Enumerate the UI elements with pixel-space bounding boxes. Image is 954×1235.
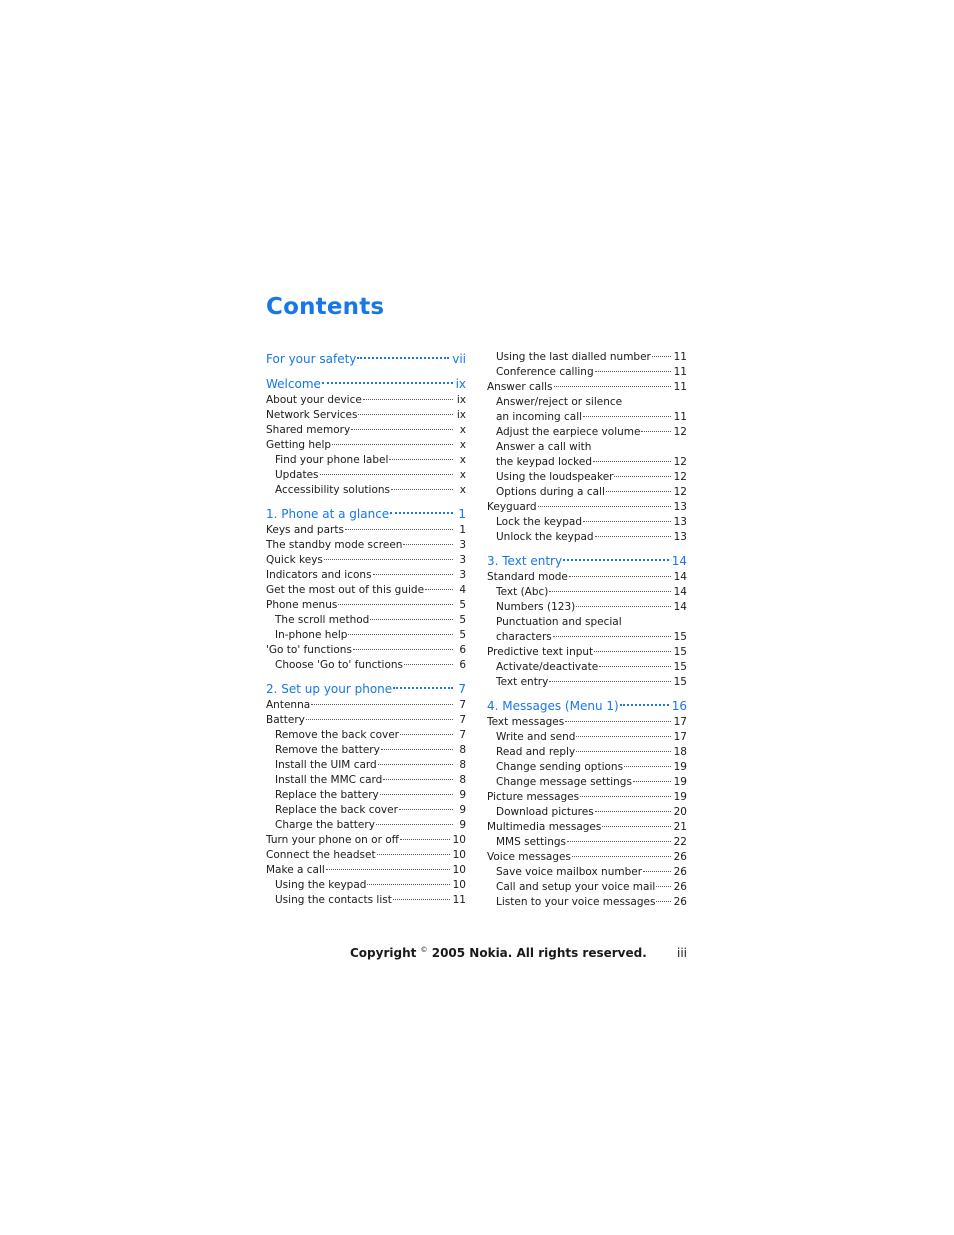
toc-entry-page: 14 xyxy=(673,586,687,598)
toc-entry-page: 13 xyxy=(673,531,687,543)
toc-entry[interactable] xyxy=(266,453,466,468)
toc-entry[interactable] xyxy=(487,425,687,440)
toc-entry-title: 2. Set up your phone xyxy=(266,682,393,696)
toc-entry-title: Unlock the keypad xyxy=(496,531,594,543)
toc-leader-dots xyxy=(400,731,453,735)
toc-left-column xyxy=(266,350,466,908)
toc-entry-title: 'Go to' functions xyxy=(266,644,352,656)
toc-leader-dots xyxy=(567,838,671,842)
toc-entry-title: Welcome xyxy=(266,377,321,391)
toc-entry-page: 12 xyxy=(673,456,687,468)
toc-leader-dots xyxy=(363,396,453,400)
toc-leader-dots xyxy=(563,556,669,561)
toc-entry-page: 14 xyxy=(673,601,687,613)
toc-leader-dots xyxy=(399,806,453,810)
toc-entry[interactable] xyxy=(266,628,466,643)
toc-entry-page: 12 xyxy=(673,486,687,498)
toc-entry-title: Text messages xyxy=(487,716,565,728)
toc-leader-dots xyxy=(322,379,453,384)
toc-entry-title: Phone menus xyxy=(266,599,338,611)
toc-entry-page: ix xyxy=(456,409,466,421)
toc-entry-title: Updates xyxy=(275,469,319,481)
copyright-symbol: © xyxy=(420,946,428,954)
toc-leader-dots xyxy=(393,896,450,900)
toc-entry-title: Change message settings xyxy=(496,776,632,788)
toc-entry[interactable] xyxy=(487,730,687,745)
toc-entry-title: Using the last dialled number xyxy=(496,351,651,363)
toc-leader-dots xyxy=(378,761,453,765)
toc-entry[interactable] xyxy=(487,530,687,545)
toc-entry-title: Change sending options xyxy=(496,761,624,773)
toc-entry-title: Remove the back cover xyxy=(275,729,399,741)
toc-section-entry[interactable] xyxy=(266,375,466,393)
toc-entry-page: 10 xyxy=(452,834,466,846)
toc-entry-page: 9 xyxy=(459,804,466,816)
toc-section-entry[interactable] xyxy=(266,680,466,698)
toc-leader-dots xyxy=(592,444,674,447)
toc-entry-page: 1 xyxy=(459,524,466,536)
toc-entry-page: 3 xyxy=(459,569,466,581)
toc-entry-page: 26 xyxy=(673,866,687,878)
toc-entry-page: 8 xyxy=(459,744,466,756)
toc-entry[interactable] xyxy=(487,660,687,675)
toc-entry-page: 21 xyxy=(673,821,687,833)
toc-entry[interactable] xyxy=(487,775,687,790)
toc-entry[interactable] xyxy=(487,835,687,850)
toc-leader-dots xyxy=(583,413,671,417)
toc-leader-dots xyxy=(623,399,674,402)
toc-entry-title: Conference calling xyxy=(496,366,594,378)
toc-entry-page: vii xyxy=(452,352,466,366)
toc-entry-page: x xyxy=(459,424,466,436)
toc-entry[interactable] xyxy=(266,698,466,713)
toc-leader-dots xyxy=(370,616,453,620)
toc-entry-title: Install the MMC card xyxy=(275,774,383,786)
toc-entry[interactable] xyxy=(487,880,687,895)
toc-entry-page: 5 xyxy=(459,599,466,611)
toc-leader-dots xyxy=(376,821,453,825)
toc-entry-title: Install the UIM card xyxy=(275,759,377,771)
toc-leader-dots xyxy=(576,733,670,737)
toc-entry-title: an incoming call xyxy=(496,411,583,423)
toc-entry-title: the keypad locked xyxy=(496,456,592,468)
toc-entry-title: In-phone help xyxy=(275,629,348,641)
toc-leader-dots xyxy=(404,661,453,665)
toc-entry-title: 3. Text entry xyxy=(487,554,563,568)
toc-leader-dots xyxy=(358,411,453,415)
toc-entry-page: 11 xyxy=(673,366,687,378)
toc-entry[interactable] xyxy=(266,438,466,453)
toc-entry-title: Battery xyxy=(266,714,305,726)
toc-entry[interactable] xyxy=(266,423,466,438)
toc-entry-title: The scroll method xyxy=(275,614,370,626)
toc-entry[interactable] xyxy=(266,468,466,483)
toc-entry-page: 18 xyxy=(673,746,687,758)
toc-leader-dots xyxy=(381,746,453,750)
toc-entry-page: 26 xyxy=(673,881,687,893)
toc-entry[interactable] xyxy=(266,848,466,863)
toc-entry-page: 15 xyxy=(673,661,687,673)
toc-entry[interactable] xyxy=(487,820,687,835)
toc-leader-dots xyxy=(554,383,671,387)
toc-entry-page: 4 xyxy=(459,584,466,596)
toc-entry[interactable] xyxy=(487,760,687,775)
copyright-prefix: Copyright xyxy=(350,946,421,960)
toc-entry[interactable] xyxy=(266,818,466,833)
toc-leader-dots xyxy=(656,898,670,902)
toc-entry[interactable] xyxy=(266,483,466,498)
toc-leader-dots xyxy=(594,648,670,652)
toc-leader-dots xyxy=(623,619,674,622)
toc-entry-page: 20 xyxy=(673,806,687,818)
toc-entry[interactable] xyxy=(487,865,687,880)
toc-entry[interactable] xyxy=(266,833,466,848)
toc-entry-title: Punctuation and special xyxy=(496,616,622,628)
toc-entry[interactable] xyxy=(266,523,466,538)
toc-leader-dots xyxy=(390,509,453,514)
toc-entry-page: 17 xyxy=(673,716,687,728)
toc-leader-dots xyxy=(624,763,671,767)
toc-entry[interactable] xyxy=(487,570,687,585)
toc-leader-dots xyxy=(326,866,450,870)
toc-entry[interactable] xyxy=(266,568,466,583)
toc-leader-dots xyxy=(393,684,453,689)
toc-entry-title: Numbers (123) xyxy=(496,601,576,613)
toc-leader-dots xyxy=(306,716,453,720)
toc-entry-page: 11 xyxy=(673,411,687,423)
toc-entry[interactable] xyxy=(487,395,687,410)
toc-entry-page: 7 xyxy=(459,714,466,726)
toc-entry-title: Quick keys xyxy=(266,554,323,566)
toc-entry-page: 14 xyxy=(671,554,687,568)
toc-entry[interactable] xyxy=(487,350,687,365)
toc-entry-title: Network Services xyxy=(266,409,358,421)
toc-entry-title: Get the most out of this guide xyxy=(266,584,425,596)
toc-entry-title: Adjust the earpiece volume xyxy=(496,426,641,438)
toc-entry[interactable] xyxy=(487,485,687,500)
toc-entry[interactable] xyxy=(487,895,687,910)
toc-leader-dots xyxy=(353,646,453,650)
toc-leader-dots xyxy=(538,503,671,507)
toc-leader-dots xyxy=(606,488,671,492)
toc-entry-title: Standard mode xyxy=(487,571,568,583)
toc-entry[interactable] xyxy=(487,805,687,820)
toc-entry-page: 5 xyxy=(459,629,466,641)
toc-leader-dots xyxy=(383,776,453,780)
toc-entry-title: Connect the headset xyxy=(266,849,376,861)
toc-entry-page: 19 xyxy=(673,761,687,773)
toc-entry-page: 13 xyxy=(673,516,687,528)
toc-entry[interactable] xyxy=(487,615,687,630)
toc-entry[interactable] xyxy=(266,803,466,818)
toc-entry-title: Using the keypad xyxy=(275,879,367,891)
toc-entry-title: Make a call xyxy=(266,864,325,876)
toc-entry-page: 6 xyxy=(459,644,466,656)
toc-entry-page: 3 xyxy=(459,554,466,566)
toc-leader-dots xyxy=(332,441,453,445)
toc-entry-page: 8 xyxy=(459,759,466,771)
toc-entry-page: 10 xyxy=(452,879,466,891)
toc-entry-page: 7 xyxy=(459,729,466,741)
toc-leader-dots xyxy=(391,486,453,490)
toc-leader-dots xyxy=(572,853,671,857)
toc-entry-page: 15 xyxy=(673,631,687,643)
toc-entry[interactable] xyxy=(266,538,466,553)
toc-section-entry[interactable] xyxy=(266,505,466,523)
toc-leader-dots xyxy=(595,808,671,812)
toc-entry-title: Picture messages xyxy=(487,791,580,803)
copyright-notice xyxy=(350,946,647,960)
toc-leader-dots xyxy=(583,518,671,522)
toc-entry-page: 10 xyxy=(452,849,466,861)
toc-entry-page: 13 xyxy=(673,501,687,513)
toc-entry-page: 14 xyxy=(673,571,687,583)
toc-leader-dots xyxy=(569,573,671,577)
toc-entry[interactable] xyxy=(487,645,687,660)
toc-entry[interactable] xyxy=(487,850,687,865)
toc-entry-title: Remove the battery xyxy=(275,744,380,756)
toc-entry-title: Keyguard xyxy=(487,501,537,513)
toc-leader-dots xyxy=(380,791,453,795)
toc-entry[interactable] xyxy=(266,773,466,788)
toc-entry[interactable] xyxy=(487,500,687,515)
toc-leader-dots xyxy=(652,353,671,357)
toc-entry-title: Shared memory xyxy=(266,424,351,436)
toc-entry[interactable] xyxy=(266,893,466,908)
toc-leader-dots xyxy=(351,426,453,430)
toc-entry-page: x xyxy=(459,484,466,496)
toc-entry[interactable] xyxy=(487,380,687,395)
toc-entry[interactable] xyxy=(487,630,687,645)
toc-entry-page: 6 xyxy=(459,659,466,671)
toc-entry-page: ix xyxy=(455,377,466,391)
toc-entry-title: Text entry xyxy=(496,676,549,688)
toc-entry-title: Listen to your voice messages xyxy=(496,896,656,908)
toc-entry[interactable] xyxy=(266,598,466,613)
toc-entry-page: 22 xyxy=(673,836,687,848)
toc-entry-title: Accessibility solutions xyxy=(275,484,390,496)
toc-entry[interactable] xyxy=(487,790,687,805)
toc-entry-page: 11 xyxy=(452,894,466,906)
toc-entry[interactable] xyxy=(266,788,466,803)
toc-leader-dots xyxy=(400,836,450,840)
toc-leader-dots xyxy=(614,473,670,477)
toc-entry-title: Call and setup your voice mail xyxy=(496,881,656,893)
toc-entry[interactable] xyxy=(266,713,466,728)
toc-entry-page: 16 xyxy=(671,699,687,713)
toc-entry-title: Write and send xyxy=(496,731,576,743)
toc-entry[interactable] xyxy=(266,863,466,878)
toc-leader-dots xyxy=(633,778,671,782)
toc-entry[interactable] xyxy=(487,745,687,760)
toc-leader-dots xyxy=(348,631,453,635)
toc-leader-dots xyxy=(311,701,453,705)
toc-entry-title: 4. Messages (Menu 1) xyxy=(487,699,619,713)
toc-leader-dots xyxy=(367,881,449,885)
toc-entry-page: 11 xyxy=(673,381,687,393)
toc-entry-title: Answer calls xyxy=(487,381,553,393)
toc-entry[interactable] xyxy=(487,600,687,615)
toc-entry[interactable] xyxy=(487,410,687,425)
toc-entry[interactable] xyxy=(266,728,466,743)
toc-leader-dots xyxy=(620,701,669,706)
toc-entry[interactable] xyxy=(487,715,687,730)
toc-entry[interactable] xyxy=(487,365,687,380)
page-number: iii xyxy=(676,946,687,960)
toc-leader-dots xyxy=(641,428,670,432)
toc-section-entry[interactable] xyxy=(487,552,687,570)
toc-entry-title: 1. Phone at a glance xyxy=(266,507,390,521)
toc-entry-page: 1 xyxy=(458,507,466,521)
toc-entry-title: The standby mode screen xyxy=(266,539,403,551)
toc-entry-title: Getting help xyxy=(266,439,332,451)
toc-entry-title: Lock the keypad xyxy=(496,516,582,528)
toc-entry-page: 10 xyxy=(452,864,466,876)
toc-leader-dots xyxy=(593,458,671,462)
page-title: Contents xyxy=(266,294,385,320)
toc-entry-page: 8 xyxy=(459,774,466,786)
toc-entry[interactable] xyxy=(266,393,466,408)
toc-leader-dots xyxy=(599,663,670,667)
toc-entry[interactable] xyxy=(487,515,687,530)
toc-entry[interactable] xyxy=(487,585,687,600)
toc-entry-title: Voice messages xyxy=(487,851,571,863)
toc-entry-page: 7 xyxy=(459,699,466,711)
toc-entry-title: Download pictures xyxy=(496,806,594,818)
toc-leader-dots xyxy=(595,368,671,372)
toc-leader-dots xyxy=(324,556,453,560)
toc-entry-title: Predictive text input xyxy=(487,646,594,658)
toc-entry-page: 19 xyxy=(673,776,687,788)
toc-entry-page: 9 xyxy=(459,819,466,831)
toc-entry[interactable] xyxy=(266,408,466,423)
toc-entry-page: 11 xyxy=(673,351,687,363)
toc-leader-dots xyxy=(389,456,453,460)
toc-entry-page: 5 xyxy=(459,614,466,626)
toc-entry-page: 17 xyxy=(673,731,687,743)
toc-leader-dots xyxy=(576,603,670,607)
toc-entry-page: 15 xyxy=(673,676,687,688)
toc-entry[interactable] xyxy=(487,675,687,690)
toc-entry[interactable] xyxy=(266,878,466,893)
toc-entry-title: Indicators and icons xyxy=(266,569,372,581)
toc-entry-title: Multimedia messages xyxy=(487,821,602,833)
toc-entry-title: Read and reply xyxy=(496,746,576,758)
toc-entry-page: 12 xyxy=(673,471,687,483)
toc-entry-title: Using the contacts list xyxy=(275,894,392,906)
toc-leader-dots xyxy=(549,678,670,682)
toc-entry[interactable] xyxy=(266,758,466,773)
toc-entry-title: Turn your phone on or off xyxy=(266,834,399,846)
toc-leader-dots xyxy=(345,526,453,530)
toc-entry[interactable] xyxy=(487,440,687,455)
toc-leader-dots xyxy=(576,748,670,752)
toc-entry-title: characters xyxy=(496,631,552,643)
toc-entry-page: ix xyxy=(456,394,466,406)
toc-entry-page: 19 xyxy=(673,791,687,803)
toc-entry-page: 12 xyxy=(673,426,687,438)
toc-section-entry[interactable] xyxy=(266,350,466,368)
toc-leader-dots xyxy=(643,868,671,872)
toc-entry[interactable] xyxy=(266,583,466,598)
toc-entry-title: Find your phone label xyxy=(275,454,389,466)
toc-leader-dots xyxy=(357,354,449,359)
toc-entry[interactable] xyxy=(487,455,687,470)
toc-leader-dots xyxy=(553,633,671,637)
toc-right-column xyxy=(487,350,687,910)
toc-section-entry[interactable] xyxy=(487,697,687,715)
toc-entry-page: 15 xyxy=(673,646,687,658)
toc-entry-title: Keys and parts xyxy=(266,524,344,536)
toc-leader-dots xyxy=(373,571,453,575)
toc-entry-title: Text (Abc) xyxy=(496,586,549,598)
toc-leader-dots xyxy=(403,541,453,545)
page-footer xyxy=(266,946,687,964)
toc-leader-dots xyxy=(425,586,453,590)
toc-entry[interactable] xyxy=(266,743,466,758)
toc-entry-title: Choose 'Go to' functions xyxy=(275,659,404,671)
toc-entry-title: Answer/reject or silence xyxy=(496,396,623,408)
toc-entry-title: About your device xyxy=(266,394,362,406)
toc-entry-title: Activate/deactivate xyxy=(496,661,599,673)
toc-entry-title: Options during a call xyxy=(496,486,605,498)
toc-entry-title: For your safety xyxy=(266,352,357,366)
toc-leader-dots xyxy=(595,533,671,537)
toc-entry-page: x xyxy=(459,439,466,451)
toc-entry-title: Replace the battery xyxy=(275,789,379,801)
toc-entry-page: 26 xyxy=(673,896,687,908)
toc-entry[interactable] xyxy=(266,613,466,628)
toc-entry-page: 7 xyxy=(458,682,466,696)
toc-entry-page: x xyxy=(459,454,466,466)
toc-entry[interactable] xyxy=(266,553,466,568)
toc-leader-dots xyxy=(549,588,670,592)
toc-leader-dots xyxy=(656,883,670,887)
toc-entry-title: Charge the battery xyxy=(275,819,375,831)
toc-leader-dots xyxy=(320,471,454,475)
toc-leader-dots xyxy=(377,851,450,855)
toc-entry-title: Antenna xyxy=(266,699,311,711)
toc-entry-title: MMS settings xyxy=(496,836,566,848)
toc-leader-dots xyxy=(602,823,670,827)
toc-entry-page: x xyxy=(459,469,466,481)
toc-leader-dots xyxy=(338,601,453,605)
toc-leader-dots xyxy=(565,718,670,722)
copyright-suffix: 2005 Nokia. All rights reserved. xyxy=(427,946,647,960)
toc-entry-title: Save voice mailbox number xyxy=(496,866,643,878)
toc-entry[interactable] xyxy=(266,643,466,658)
toc-entry-title: Replace the back cover xyxy=(275,804,398,816)
toc-leader-dots xyxy=(580,793,671,797)
toc-entry-page: 26 xyxy=(673,851,687,863)
toc-entry[interactable] xyxy=(487,470,687,485)
toc-entry-page: 9 xyxy=(459,789,466,801)
toc-entry-title: Using the loudspeaker xyxy=(496,471,614,483)
toc-entry[interactable] xyxy=(266,658,466,673)
toc-entry-page: 3 xyxy=(459,539,466,551)
toc-entry-title: Answer a call with xyxy=(496,441,592,453)
